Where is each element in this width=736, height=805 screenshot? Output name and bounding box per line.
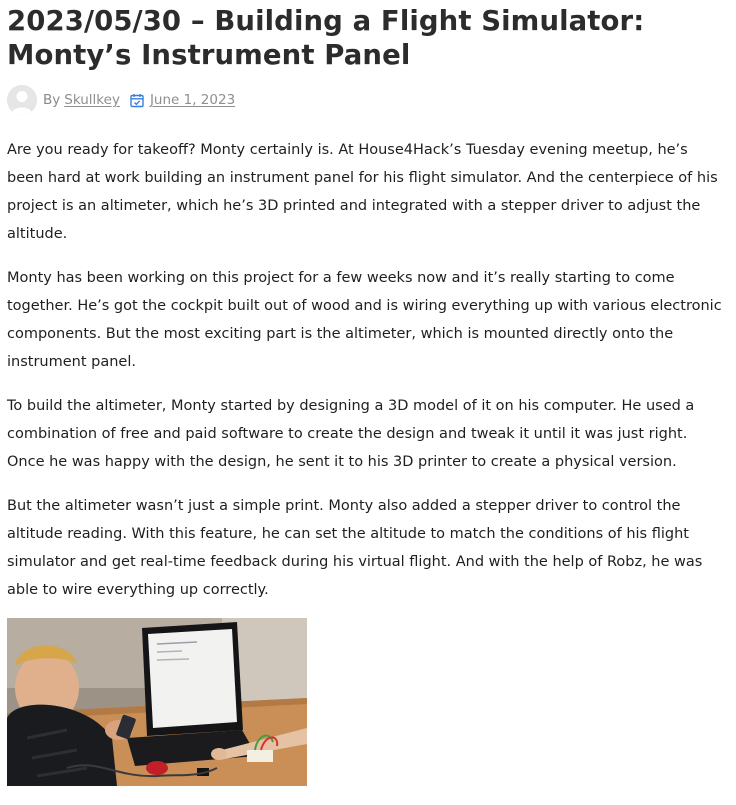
avatar-placeholder-icon (7, 85, 37, 115)
page-title: 2023/05/30 – Building a Flight Simulator: Monty’s Instrument Panel (7, 5, 645, 71)
by-label: By (43, 92, 61, 108)
paragraph: Are you ready for takeoff? Monty certainly is. At House4Hack’s Tuesday evening meetup, he’s been hard at work building an instrument panel for his flight simulator. And the centerpiece of his project is an altimeter, which he’s 3D printed and integrated with a stepper driver to adjust the altitude. (7, 142, 718, 242)
post-image[interactable] (7, 618, 307, 786)
author-link[interactable]: Skullkey (64, 92, 120, 108)
post-meta (7, 84, 726, 116)
calendar-check-icon (130, 93, 144, 108)
avatar[interactable] (7, 85, 37, 115)
paragraph: To build the altimeter, Monty started by designing a 3D model of it on his computer. He used a combination of free and paid software to create the design and tweak it until it was just right. Once he was happy with the design, he sent it to his 3D printer to create a physical version. (7, 398, 695, 470)
workshop-photo (7, 618, 307, 786)
paragraph: Monty has been working on this project for a few weeks now and it’s really starting to come together. He’s got the cockpit built out of wood and is wiring everything up with various electronic components. But the most exciting part is the altimeter, which is mounted directly onto the instrument panel. (7, 270, 722, 370)
post-content (7, 136, 723, 786)
paragraph: But the altimeter wasn’t just a simple print. Monty also added a stepper driver to control the altitude reading. With this feature, he can set the altitude to match the conditions of his flight simulator and get real-time feedback during his virtual flight. And with the help of Robz, he was able to wire everything up correctly. (7, 498, 703, 598)
post-date (130, 92, 235, 108)
date-link[interactable]: June 1, 2023 (149, 92, 236, 108)
